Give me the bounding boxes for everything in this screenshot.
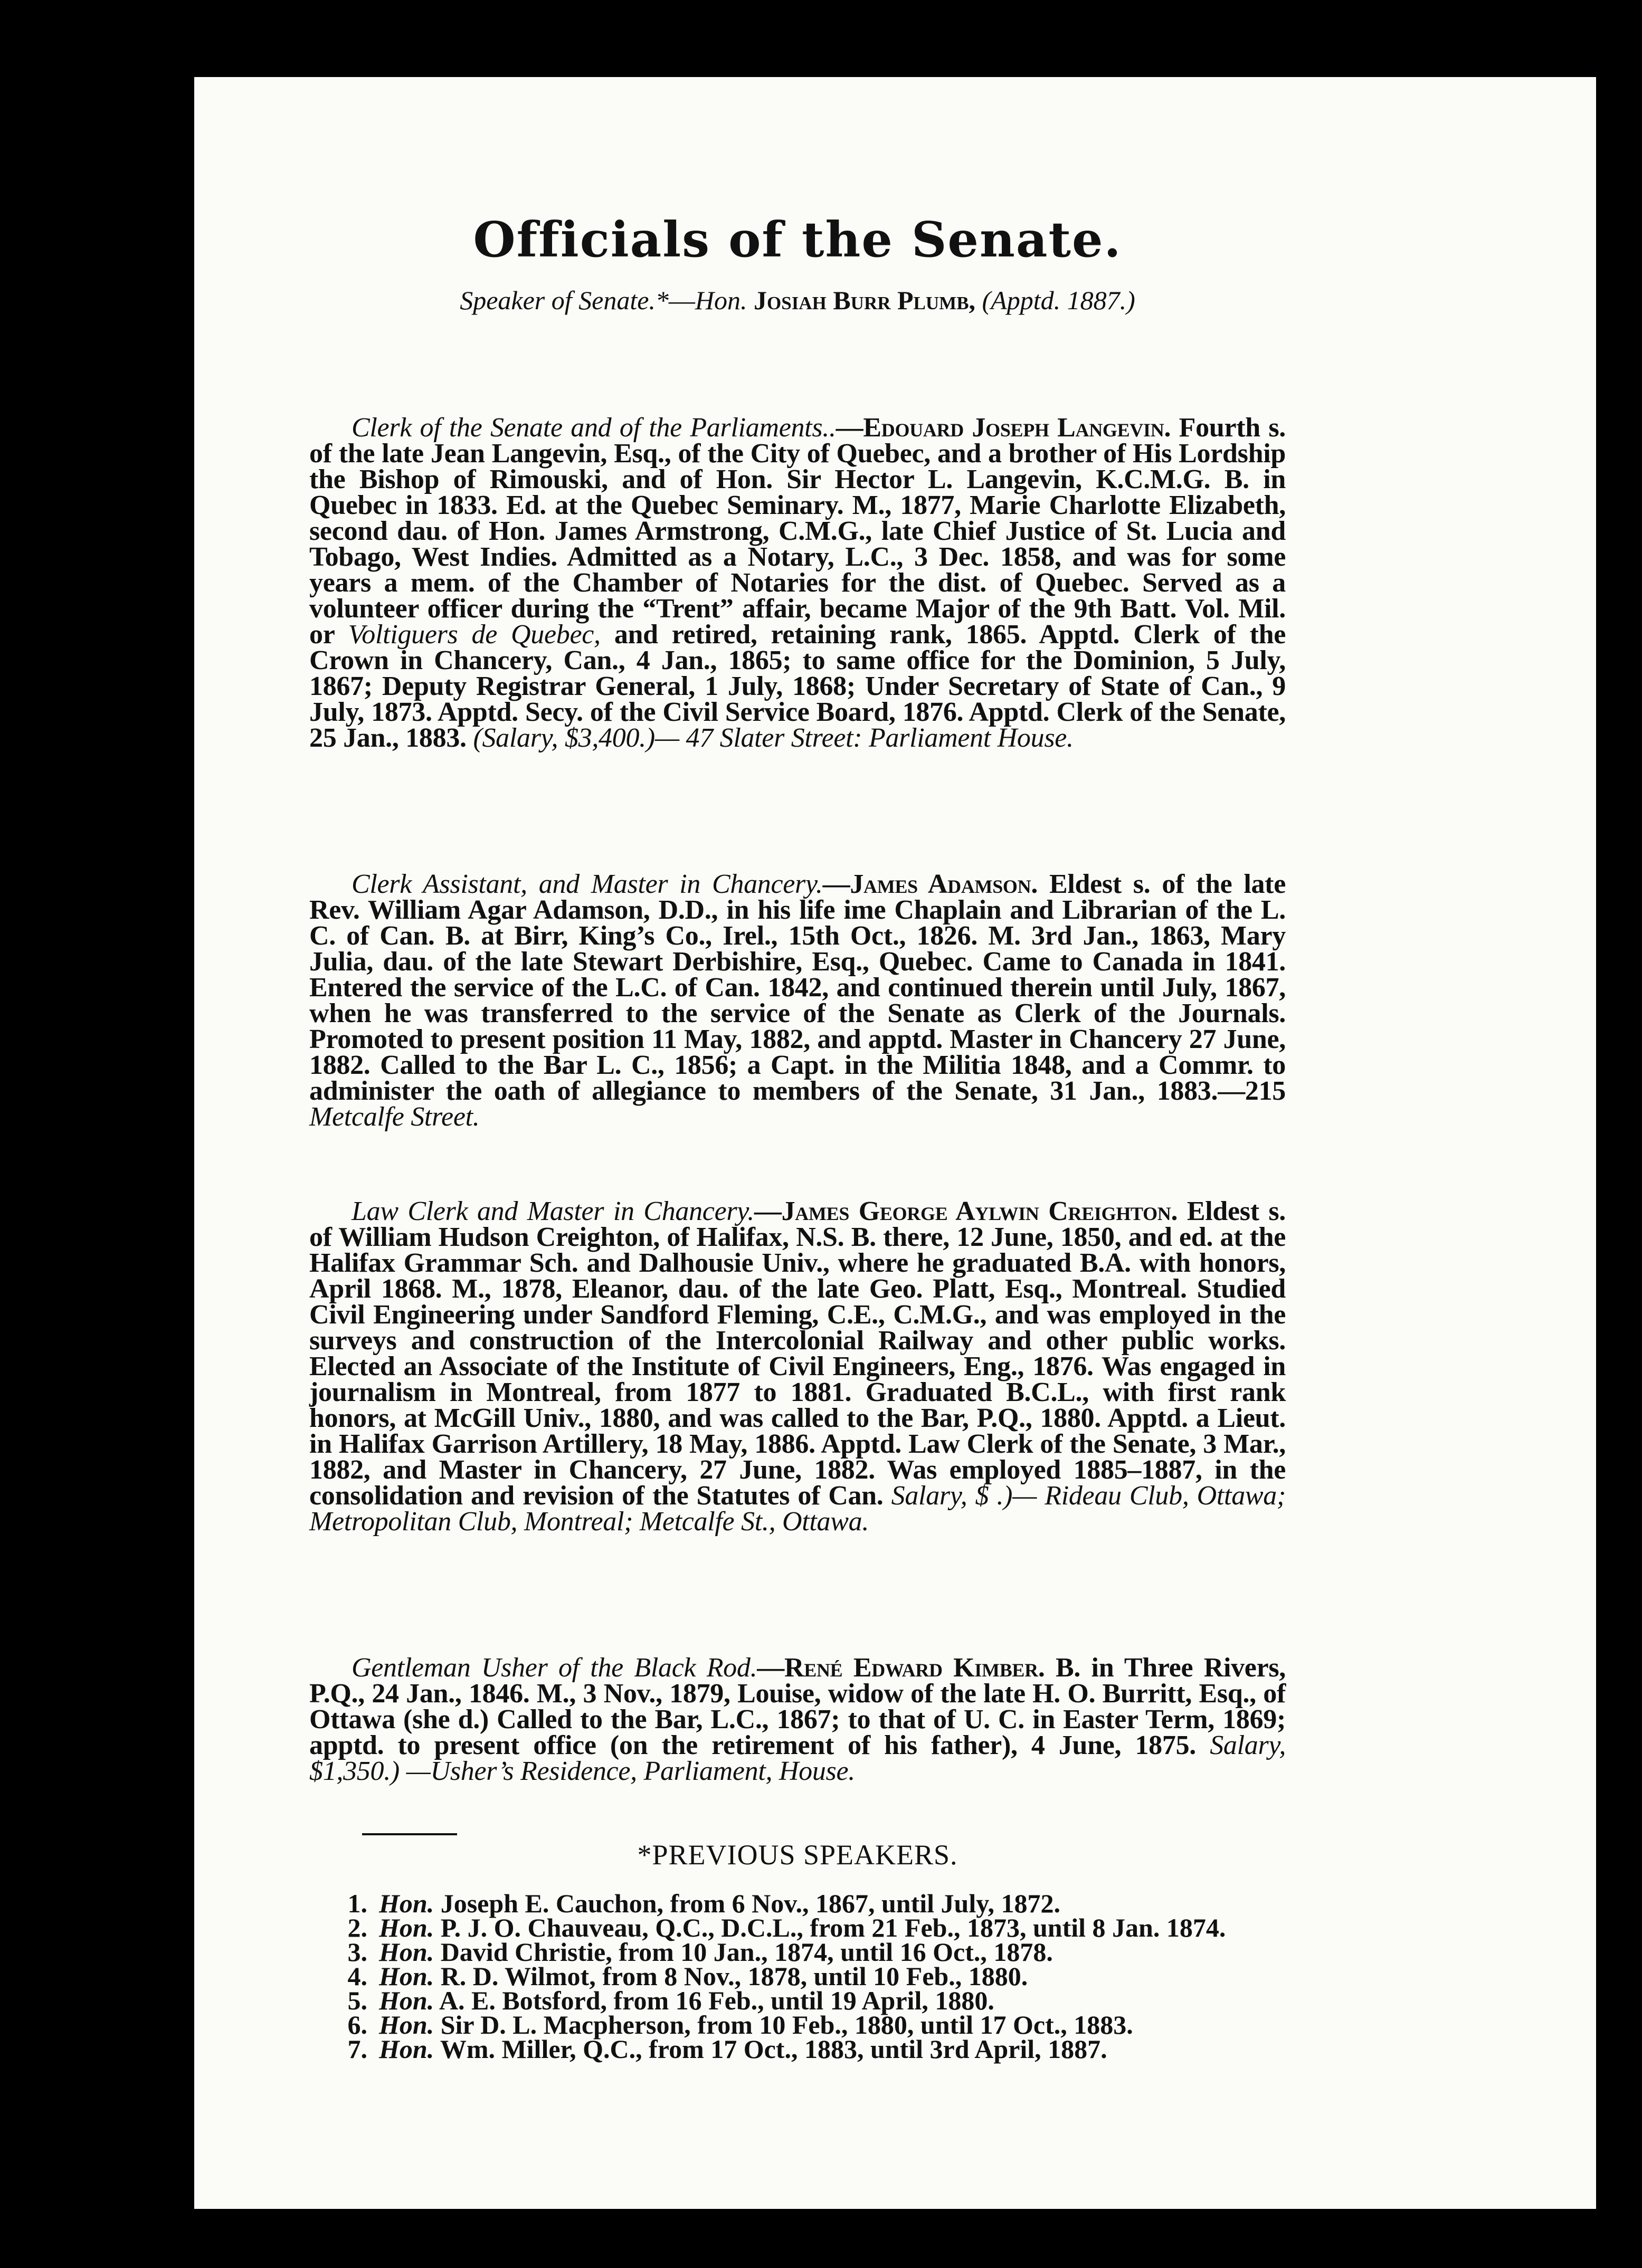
- list-item-honorific: Hon.: [379, 1961, 434, 1991]
- entry-name: James George Aylwin Creighton.: [781, 1196, 1178, 1226]
- list-item-text: R. D. Wilmot, from 8 Nov., 1878, until 10 Feb., 1880.: [440, 1961, 1028, 1991]
- list-item: [309, 2034, 1286, 2064]
- list-item-honorific: Hon.: [379, 1986, 434, 2015]
- previous-speakers-heading: *PREVIOUS SPEAKERS.: [637, 1839, 958, 1871]
- entry-law-clerk: Law Clerk and Master in Chancery.—James George Aylwin Creighton. Eldest s. of William Hudson Creighton, of Halifax, N.S. B. there, 12 June, 1850, and ed. at the Halifax Grammar Sch. and Dalhousie Univ., where he graduated B.A. with honors, April 1868. M., 1878, Eleanor, dau. of the late Geo. Platt, Esq., Montreal. Studied Civil Engineering under Sandford Fleming, C.E., C.M.G., and was employed in the surveys and construction of the Intercolonial Railway and other public works. Elected an Associate of the Institute of Civil Engineers, Eng., 1876. Was engaged in journalism in Montreal, from 1877 to 1881. Graduated B.C.L., with first rank honors, at McGill Univ., 1880, and was called to the Bar, P.Q., 1880. Apptd. a Lieut. in Halifax Garrison Artillery, 18 May, 1886. Apptd. Law Clerk of the Senate, 3 Mar., 1882, and Master in Chancery, 27 June, 1882. Was employed 1885–1887, in the consolidation and revision of the Statutes of Can. Salary, $ .)— Rideau Club, Ottawa; Metropolitan Club, Montreal; Metcalfe St., Ottawa.: [309, 1196, 1286, 1537]
- list-item-number: 7.: [347, 2034, 367, 2064]
- entry-name: Edouard Joseph Langevin.: [863, 413, 1171, 443]
- entry-salary: (Salary, $3,400.)—: [473, 723, 679, 753]
- entry-address: Metcalfe Street.: [309, 1102, 480, 1132]
- entry-role: Clerk of the Senate and of the Parliaments..: [352, 413, 836, 443]
- entry-body: Eldest s. of William Hudson Creighton, of Halifax, N.S. B. there, 12 June, 1850, and ed. at the Halifax Grammar Sch. and Dalhousie Univ., where he graduated B.A. with honors, April 1868. M., 1878, Eleanor, dau. of the late Geo. Platt, Esq., Montreal. Studied Civil Engineering under Sandford Fleming, C.E., C.M.G., and was employed in the surveys and construction of the Intercolonial Railway and other public works. Elected an Associate of the Institute of Civil Engineers, Eng., 1876. Was engaged in journalism in Montreal, from 1877 to 1881. Graduated B.C.L., with first rank honors, at McGill Univ., 1880, and was called to the Bar, P.Q., 1880. Apptd. a Lieut. in Halifax Garrison Artillery, 18 May, 1886. Apptd. Law Clerk of the Senate, 3 Mar., 1882, and Master in Chancery, 27 June, 1882. Was employed 1885–1887, in the consolidation and revision of the Statutes of Can.: [309, 1196, 1286, 1511]
- list-item-number: 1.: [347, 1889, 367, 1918]
- speaker-line: Speaker of Senate.*—Hon. Josiah Burr Plumb, (Apptd. 1887.): [460, 285, 1135, 315]
- list-item-text: David Christie, from 10 Jan., 1874, until 16 Oct., 1878.: [440, 1937, 1053, 1967]
- list-item-number: 5.: [347, 1986, 367, 2015]
- list-item-honorific: Hon.: [379, 1889, 434, 1918]
- list-item-number: 4.: [347, 1961, 367, 1991]
- entry-usher-black-rod: Gentleman Usher of the Black Rod.—René Edward Kimber. B. in Three Rivers, P.Q., 24 Jan., 1846. M., 3 Nov., 1879, Louise, widow of the late H. O. Burritt, Esq., of Ottawa (she d.) Called to the Bar, L.C., 1867; to that of U. C. in Easter Term, 1869; apptd. to present office (on the retirement of his father), 4 June, 1875. Salary, $1,350.) —Usher’s Residence, Parliament, House.: [309, 1653, 1286, 1786]
- entry-role: Clerk Assistant, and Master in Chancery.: [352, 869, 823, 899]
- document-page: [194, 77, 1596, 2209]
- entry-clerk-assistant: Clerk Assistant, and Master in Chancery.—James Adamson. Eldest s. of the late Rev. William Agar Adamson, D.D., in his life ime Chaplain and Librarian of the L. C. of Can. B. at Birr, King’s Co., Irel., 15th Oct., 1826. M. 3rd Jan., 1863, Mary Julia, dau. of the late Stewart Derbishire, Esq., Quebec. Came to Canada in 1841. Entered the service of the L.C. of Can. 1842, and continued therein until July, 1867, when he was transferred to the service of the Senate as Clerk of the Journals. Promoted to present position 11 May, 1882, and apptd. Master in Chancery 27 June, 1882. Called to the Bar L. C., 1856; a Capt. in the Militia 1848, and a Commr. to administer the oath of allegiance to members of the Senate, 31 Jan., 1883.—215 Metcalfe Street.: [309, 869, 1286, 1132]
- list-item: [309, 1937, 1286, 1967]
- entry-address: Rideau Club, Ottawa; Metropolitan Club, Montreal; Metcalfe St., Ottawa.: [309, 1481, 1286, 1537]
- speaker-appointed: (Apptd. 1887.): [982, 285, 1135, 315]
- entry-salary: Salary, $1,350.): [309, 1730, 1286, 1786]
- entry-body: Fourth s. of the late Jean Langevin, Esq., of the City of Quebec, and a brother of His Lordship the Bishop of Rimouski, and of Hon. Sir Hector L. Langevin, K.C.M.G. B. in Quebec in 1833. Ed. at the Quebec Seminary. M., 1877, Marie Charlotte Elizabeth, second dau. of Hon. James Armstrong, C.M.G., late Chief Justice of St. Lucia and Tobago, West Indies. Admitted as a Notary, L.C., 3 Dec. 1858, and was for some years a mem. of the Chamber of Notaries for the dist. of Quebec. Served as a volunteer officer during the “Trent” affair, became Major of the 9th Batt. Vol. Mil. or: [309, 413, 1286, 650]
- entry-name: René Edward Kimber.: [784, 1653, 1045, 1683]
- list-item-honorific: Hon.: [379, 2010, 434, 2040]
- entry-address: 47 Slater Street: Parliament House.: [686, 723, 1074, 753]
- list-item-number: 6.: [347, 2010, 367, 2040]
- entry-role: Law Clerk and Master in Chancery.: [352, 1196, 754, 1226]
- entry-body: B. in Three Rivers, P.Q., 24 Jan., 1846. M., 3 Nov., 1879, Louise, widow of the late H. O. Burritt, Esq., of Ottawa (she d.) Called to the Bar, L.C., 1867; to that of U. C. in Easter Term, 1869; apptd. to present office (on the retirement of his father), 4 June, 1875.: [309, 1653, 1286, 1760]
- list-item-text: Wm. Miller, Q.C., from 17 Oct., 1883, until 3rd April, 1887.: [440, 2034, 1107, 2064]
- list-item-number: 3.: [347, 1937, 367, 1967]
- list-item-honorific: Hon.: [379, 1913, 434, 1942]
- list-item: [309, 1988, 1286, 2013]
- entry-clerk-of-senate: Clerk of the Senate and of the Parliaments..—Edouard Joseph Langevin. Fourth s. of the late Jean Langevin, Esq., of the City of Quebec, and a brother of His Lordship the Bishop of Rimouski, and of Hon. Sir Hector L. Langevin, K.C.M.G. B. in Quebec in 1833. Ed. at the Quebec Seminary. M., 1877, Marie Charlotte Elizabeth, second dau. of Hon. James Armstrong, C.M.G., late Chief Justice of St. Lucia and Tobago, West Indies. Admitted as a Notary, L.C., 3 Dec. 1858, and was for some years a mem. of the Chamber of Notaries for the dist. of Quebec. Served as a volunteer officer during the “Trent” affair, became Major of the 9th Batt. Vol. Mil. or Voltiguers de Quebec, and retired, retaining rank, 1865. Apptd. Clerk of the Crown in Chancery, Can., 4 Jan., 1865; to same office for the Dominion, 5 July, 1867; Deputy Registrar General, 1 July, 1868; Under Secretary of State of Can., 9 July, 1873. Apptd. Secy. of the Civil Service Board, 1876. Apptd. Clerk of the Senate, 25 Jan., 1883. (Salary, $3,400.)— 47 Slater Street: Parliament House.: [309, 413, 1286, 753]
- speaker-honorific: Hon.: [695, 285, 747, 315]
- list-item: [309, 1961, 1286, 1991]
- list-item-text: Joseph E. Cauchon, from 6 Nov., 1867, until July, 1872.: [440, 1889, 1060, 1918]
- list-item-honorific: Hon.: [379, 2034, 434, 2064]
- entry-role: Gentleman Usher of the Black Rod.: [352, 1653, 757, 1683]
- entry-salary: Salary, $ .)—: [891, 1481, 1037, 1511]
- entry-body: Eldest s. of the late Rev. William Agar Adamson, D.D., in his life ime Chaplain and Librarian of the L. C. of Can. B. at Birr, King’s Co., Irel., 15th Oct., 1826. M. 3rd Jan., 1863, Mary Julia, dau. of the late Stewart Derbishire, Esq., Quebec. Came to Canada in 1841. Entered the service of the L.C. of Can. 1842, and continued therein until July, 1867, when he was transferred to the service of the Senate as Clerk of the Journals. Promoted to present position 11 May, 1882, and apptd. Master in Chancery 27 June, 1882. Called to the Bar L. C., 1856; a Capt. in the Militia 1848, and a Commr. to administer the oath of allegiance to members of the Senate, 31 Jan., 1883.—215: [309, 869, 1286, 1106]
- list-item-honorific: Hon.: [379, 1937, 434, 1967]
- list-item-number: 2.: [347, 1913, 367, 1942]
- speaker-role: Speaker of Senate.*: [460, 285, 669, 315]
- list-item: [309, 1913, 1286, 1942]
- list-item: [309, 2010, 1286, 2040]
- previous-speakers-list: [309, 1889, 1286, 2064]
- entry-name: James Adamson.: [850, 869, 1038, 899]
- entry-address: —Usher’s Residence, Parliament, House.: [406, 1756, 855, 1786]
- list-item: [309, 1891, 1286, 1916]
- section-divider: [362, 1833, 457, 1835]
- entry-body-italic: Voltiguers de Quebec,: [348, 620, 601, 650]
- page-title: Officials of the Senate.: [473, 211, 1122, 268]
- entry-body-rest: and retired, retaining rank, 1865. Apptd. Clerk of the Crown in Chancery, Can., 4 Jan., 1865; to same office for the Dominion, 5 July, 1867; Deputy Registrar General, 1 July, 1868; Under Secretary of State of Can., 9 July, 1873. Apptd. Secy. of the Civil Service Board, 1876. Apptd. Clerk of the Senate, 25 Jan., 1883.: [309, 620, 1286, 753]
- speaker-name: Josiah Burr Plumb,: [754, 285, 976, 315]
- list-item-text: P. J. O. Chauveau, Q.C., D.C.L., from 21 Feb., 1873, until 8 Jan. 1874.: [440, 1913, 1226, 1942]
- list-item-text: A. E. Botsford, from 16 Feb., until 19 April, 1880.: [439, 1986, 994, 2015]
- list-item-text: Sir D. L. Macpherson, from 10 Feb., 1880, until 17 Oct., 1883.: [440, 2010, 1133, 2040]
